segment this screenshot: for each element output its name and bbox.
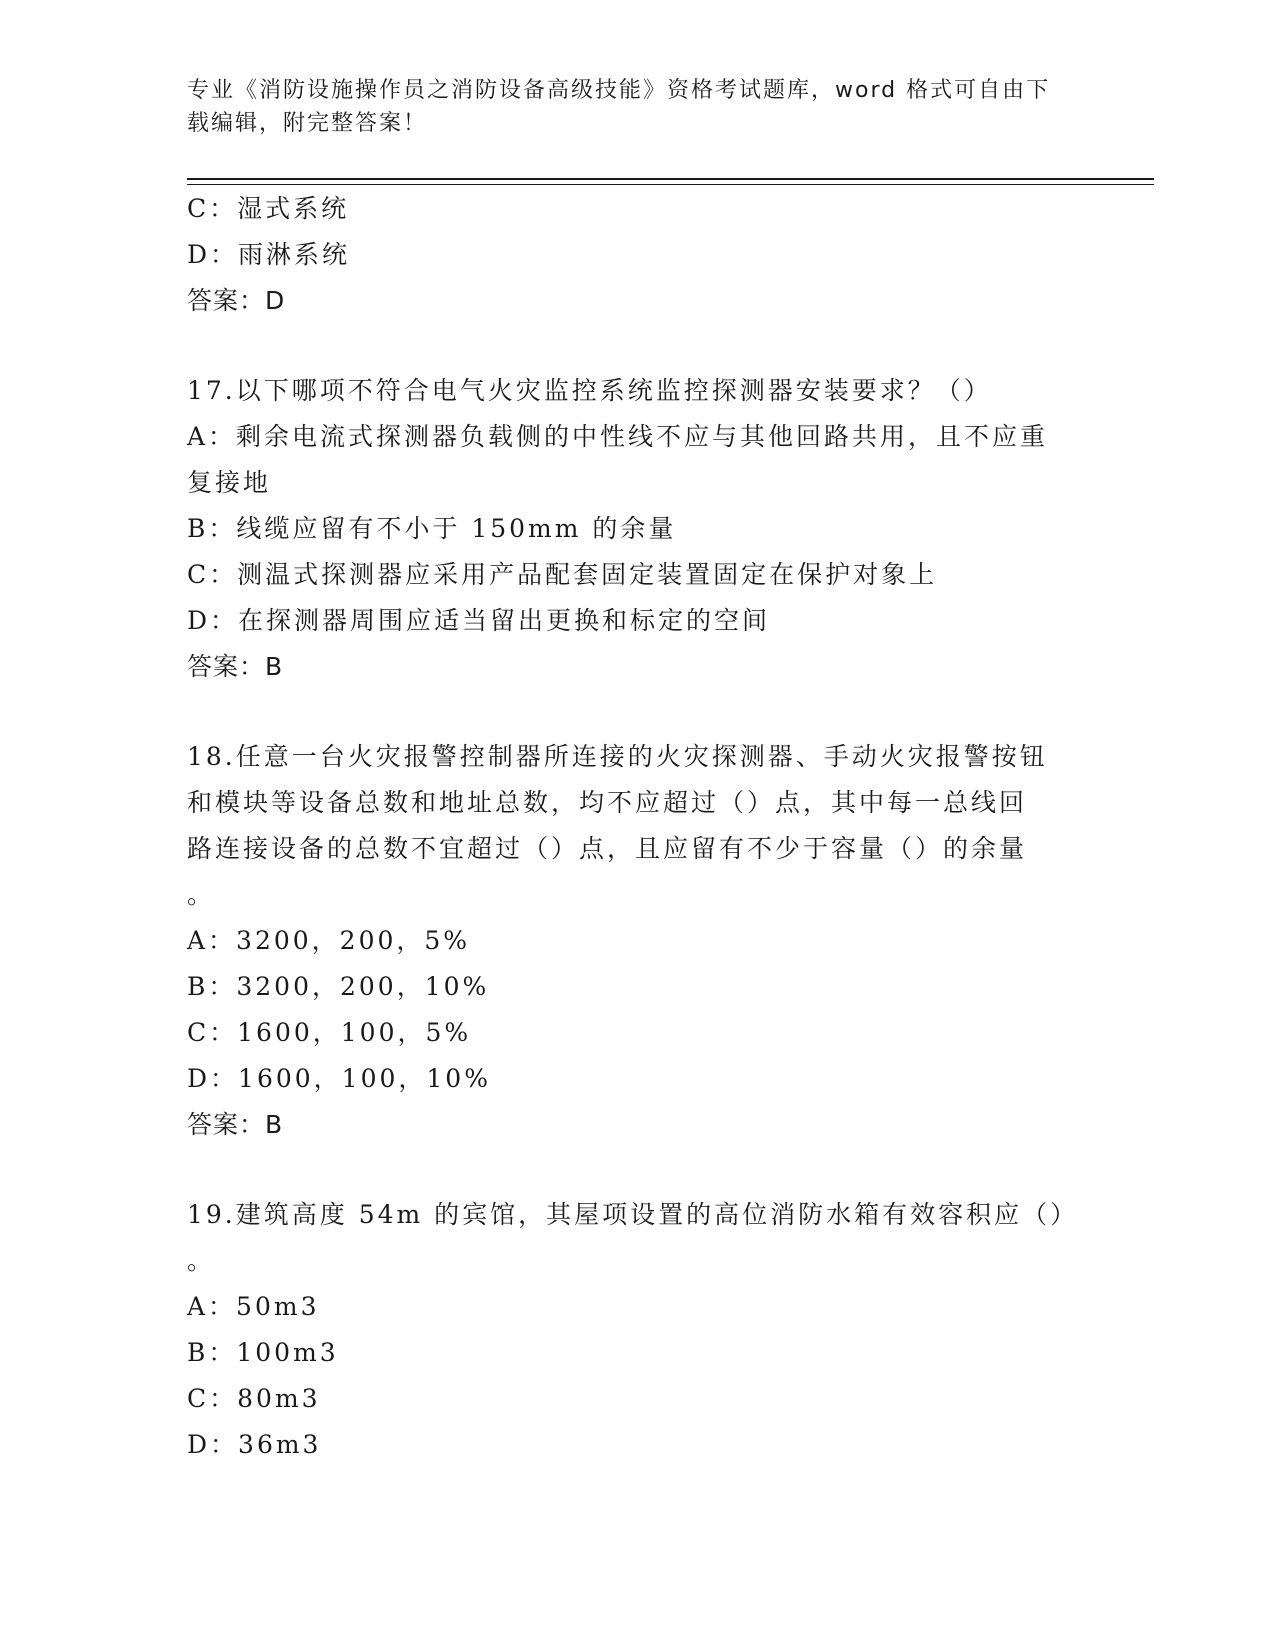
question-19: [187, 1192, 1087, 1468]
q19-option-b: B：100m3: [187, 1338, 339, 1367]
q18-option-d: D：1600，100，10%: [187, 1064, 491, 1093]
prev-answer: 答案：D: [187, 286, 286, 315]
spacer: [187, 324, 1087, 368]
header-rule-thick: [187, 178, 1154, 180]
header-line-1: 专业《消防设施操作员之消防设备高级技能》资格考试题库，word 格式可自由下: [187, 78, 1051, 103]
q18-answer: 答案：B: [187, 1110, 284, 1139]
header-rule-thin: [187, 184, 1154, 185]
q17-option-c: C：测温式探测器应采用产品配套固定装置固定在保护对象上: [187, 560, 938, 589]
question-content: [187, 186, 1087, 1468]
q17-answer: 答案：B: [187, 652, 284, 681]
page-header: [187, 74, 1087, 140]
q17-option-a-line-2: 复接地: [187, 468, 272, 497]
q17-option-b: B：线缆应留有不小于 150mm 的余量: [187, 514, 677, 543]
spacer: [187, 1148, 1087, 1192]
q19-option-a: A：50m3: [187, 1292, 320, 1321]
header-line-2: 载编辑，附完整答案！: [187, 111, 428, 136]
q17-option-d: D：在探测器周围应适当留出更换和标定的空间: [187, 606, 771, 635]
prev-option-c: C：湿式系统: [187, 194, 350, 223]
q18-option-a: A：3200，200，5%: [187, 926, 471, 955]
q19-stem-line-2: 。: [187, 1246, 216, 1275]
q18-stem-line-4: 。: [187, 880, 216, 909]
q18-option-c: C：1600，100，5%: [187, 1018, 472, 1047]
question-18: [187, 734, 1087, 1148]
spacer: [187, 690, 1087, 734]
q19-option-d: D：36m3: [187, 1430, 322, 1459]
q17-stem: 17.以下哪项不符合电气火灾监控系统监控探测器安装要求？（）: [187, 376, 992, 405]
q18-stem-line-2: 和模块等设备总数和地址总数，均不应超过（）点，其中每一总线回: [187, 788, 1028, 817]
q18-stem-line-3: 路连接设备的总数不宜超过（）点，且应留有不少于容量（）的余量: [187, 834, 1028, 863]
q18-stem-line-1: 18.任意一台火灾报警控制器所连接的火灾探测器、手动火灾报警按钮: [187, 742, 1048, 771]
q19-stem-line-1: 19.建筑高度 54m 的宾馆，其屋项设置的高位消防水箱有效容积应（）: [187, 1200, 1079, 1229]
q17-option-a-line-1: A：剩余电流式探测器负载侧的中性线不应与其他回路共用，且不应重: [187, 422, 1049, 451]
prev-option-d: D：雨淋系统: [187, 240, 351, 269]
q19-option-c: C：80m3: [187, 1384, 321, 1413]
question-17: [187, 368, 1087, 690]
q18-option-b: B：3200，200，10%: [187, 972, 490, 1001]
